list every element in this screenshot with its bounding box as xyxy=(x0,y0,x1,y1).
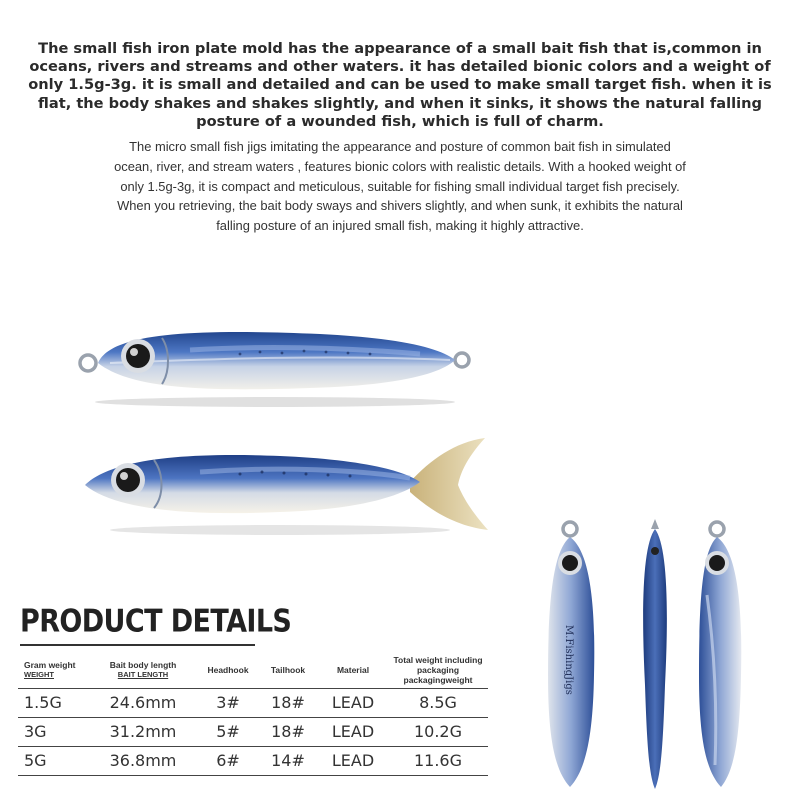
cell-length: 24.6mm xyxy=(88,688,198,717)
header-sub-label: WEIGHT xyxy=(24,669,54,679)
header-label: Bait body length xyxy=(109,659,177,670)
cell-headhook: 3# xyxy=(198,688,258,717)
cell-weight: 5G xyxy=(18,746,88,775)
cell-weight: 3G xyxy=(18,717,88,746)
table-row xyxy=(18,688,488,717)
cell-length: 31.2mm xyxy=(88,717,198,746)
cell-material: LEAD xyxy=(318,717,388,746)
cell-total-weight: 10.2G xyxy=(388,717,488,746)
jig-lure-edge-view xyxy=(625,515,685,795)
header-weight xyxy=(18,652,88,688)
cell-weight: 1.5G xyxy=(18,688,88,717)
title-underline xyxy=(20,644,255,646)
intro-description-paragraph: The micro small fish jigs imitating the appearance and posture of common bait fish in simulated ocean, river, and stream waters , features bionic colors with realistic details. With a hooked weight of only 1.5g-3g, it is compact and meticulous, suitable for fishing small individual target fish precisely. When you retrieving, the bait body sways and shivers slightly, and when sunk, it exhibits the natural falling posture of an injured small fish, making it highly attractive. xyxy=(114,139,686,234)
cell-headhook: 6# xyxy=(198,746,258,775)
table-row xyxy=(18,746,488,775)
cell-material: LEAD xyxy=(318,746,388,775)
header-sub-label: BAIT LENGTH xyxy=(117,669,169,679)
header-material: Material xyxy=(336,664,370,675)
cell-tailhook: 18# xyxy=(258,717,318,746)
header-total-weight: Total weight including packaging packagingweight xyxy=(393,654,483,685)
intro-bold-paragraph: The small fish iron plate mold has the appearance of a small bait fish that is,common in oceans, rivers and streams and other waters. it has detailed bionic colors and a weight of only 1.5g-3g. it is small and detailed and can be used to make small target fish. when it is flat, the body shakes and shakes slightly, and when it sinks, it shows the natural falling posture of a wounded fish, which is full of charm. xyxy=(28,40,772,130)
cell-length: 36.8mm xyxy=(88,746,198,775)
cell-headhook: 5# xyxy=(198,717,258,746)
header-bait-length xyxy=(88,652,198,688)
cell-tailhook: 14# xyxy=(258,746,318,775)
product-details-table xyxy=(18,652,488,776)
cell-tailhook: 18# xyxy=(258,688,318,717)
jig-lure-back-view xyxy=(695,515,755,795)
fish-lure-image xyxy=(80,430,500,540)
jig-lure-side-view xyxy=(540,515,600,795)
cell-total-weight: 8.5G xyxy=(388,688,488,717)
product-details-title: PRODUCT DETAILS xyxy=(20,604,292,640)
header-headhook: Headhook xyxy=(207,664,249,675)
cell-total-weight: 11.6G xyxy=(388,746,488,775)
header-label: Gram weight xyxy=(24,659,76,670)
header-tailhook: Tailhook xyxy=(270,664,306,675)
table-header-row xyxy=(18,652,488,688)
brand-label: M.FishingJigs xyxy=(563,625,574,695)
cell-material: LEAD xyxy=(318,688,388,717)
table-row xyxy=(18,717,488,746)
jig-lure-image xyxy=(70,320,480,410)
